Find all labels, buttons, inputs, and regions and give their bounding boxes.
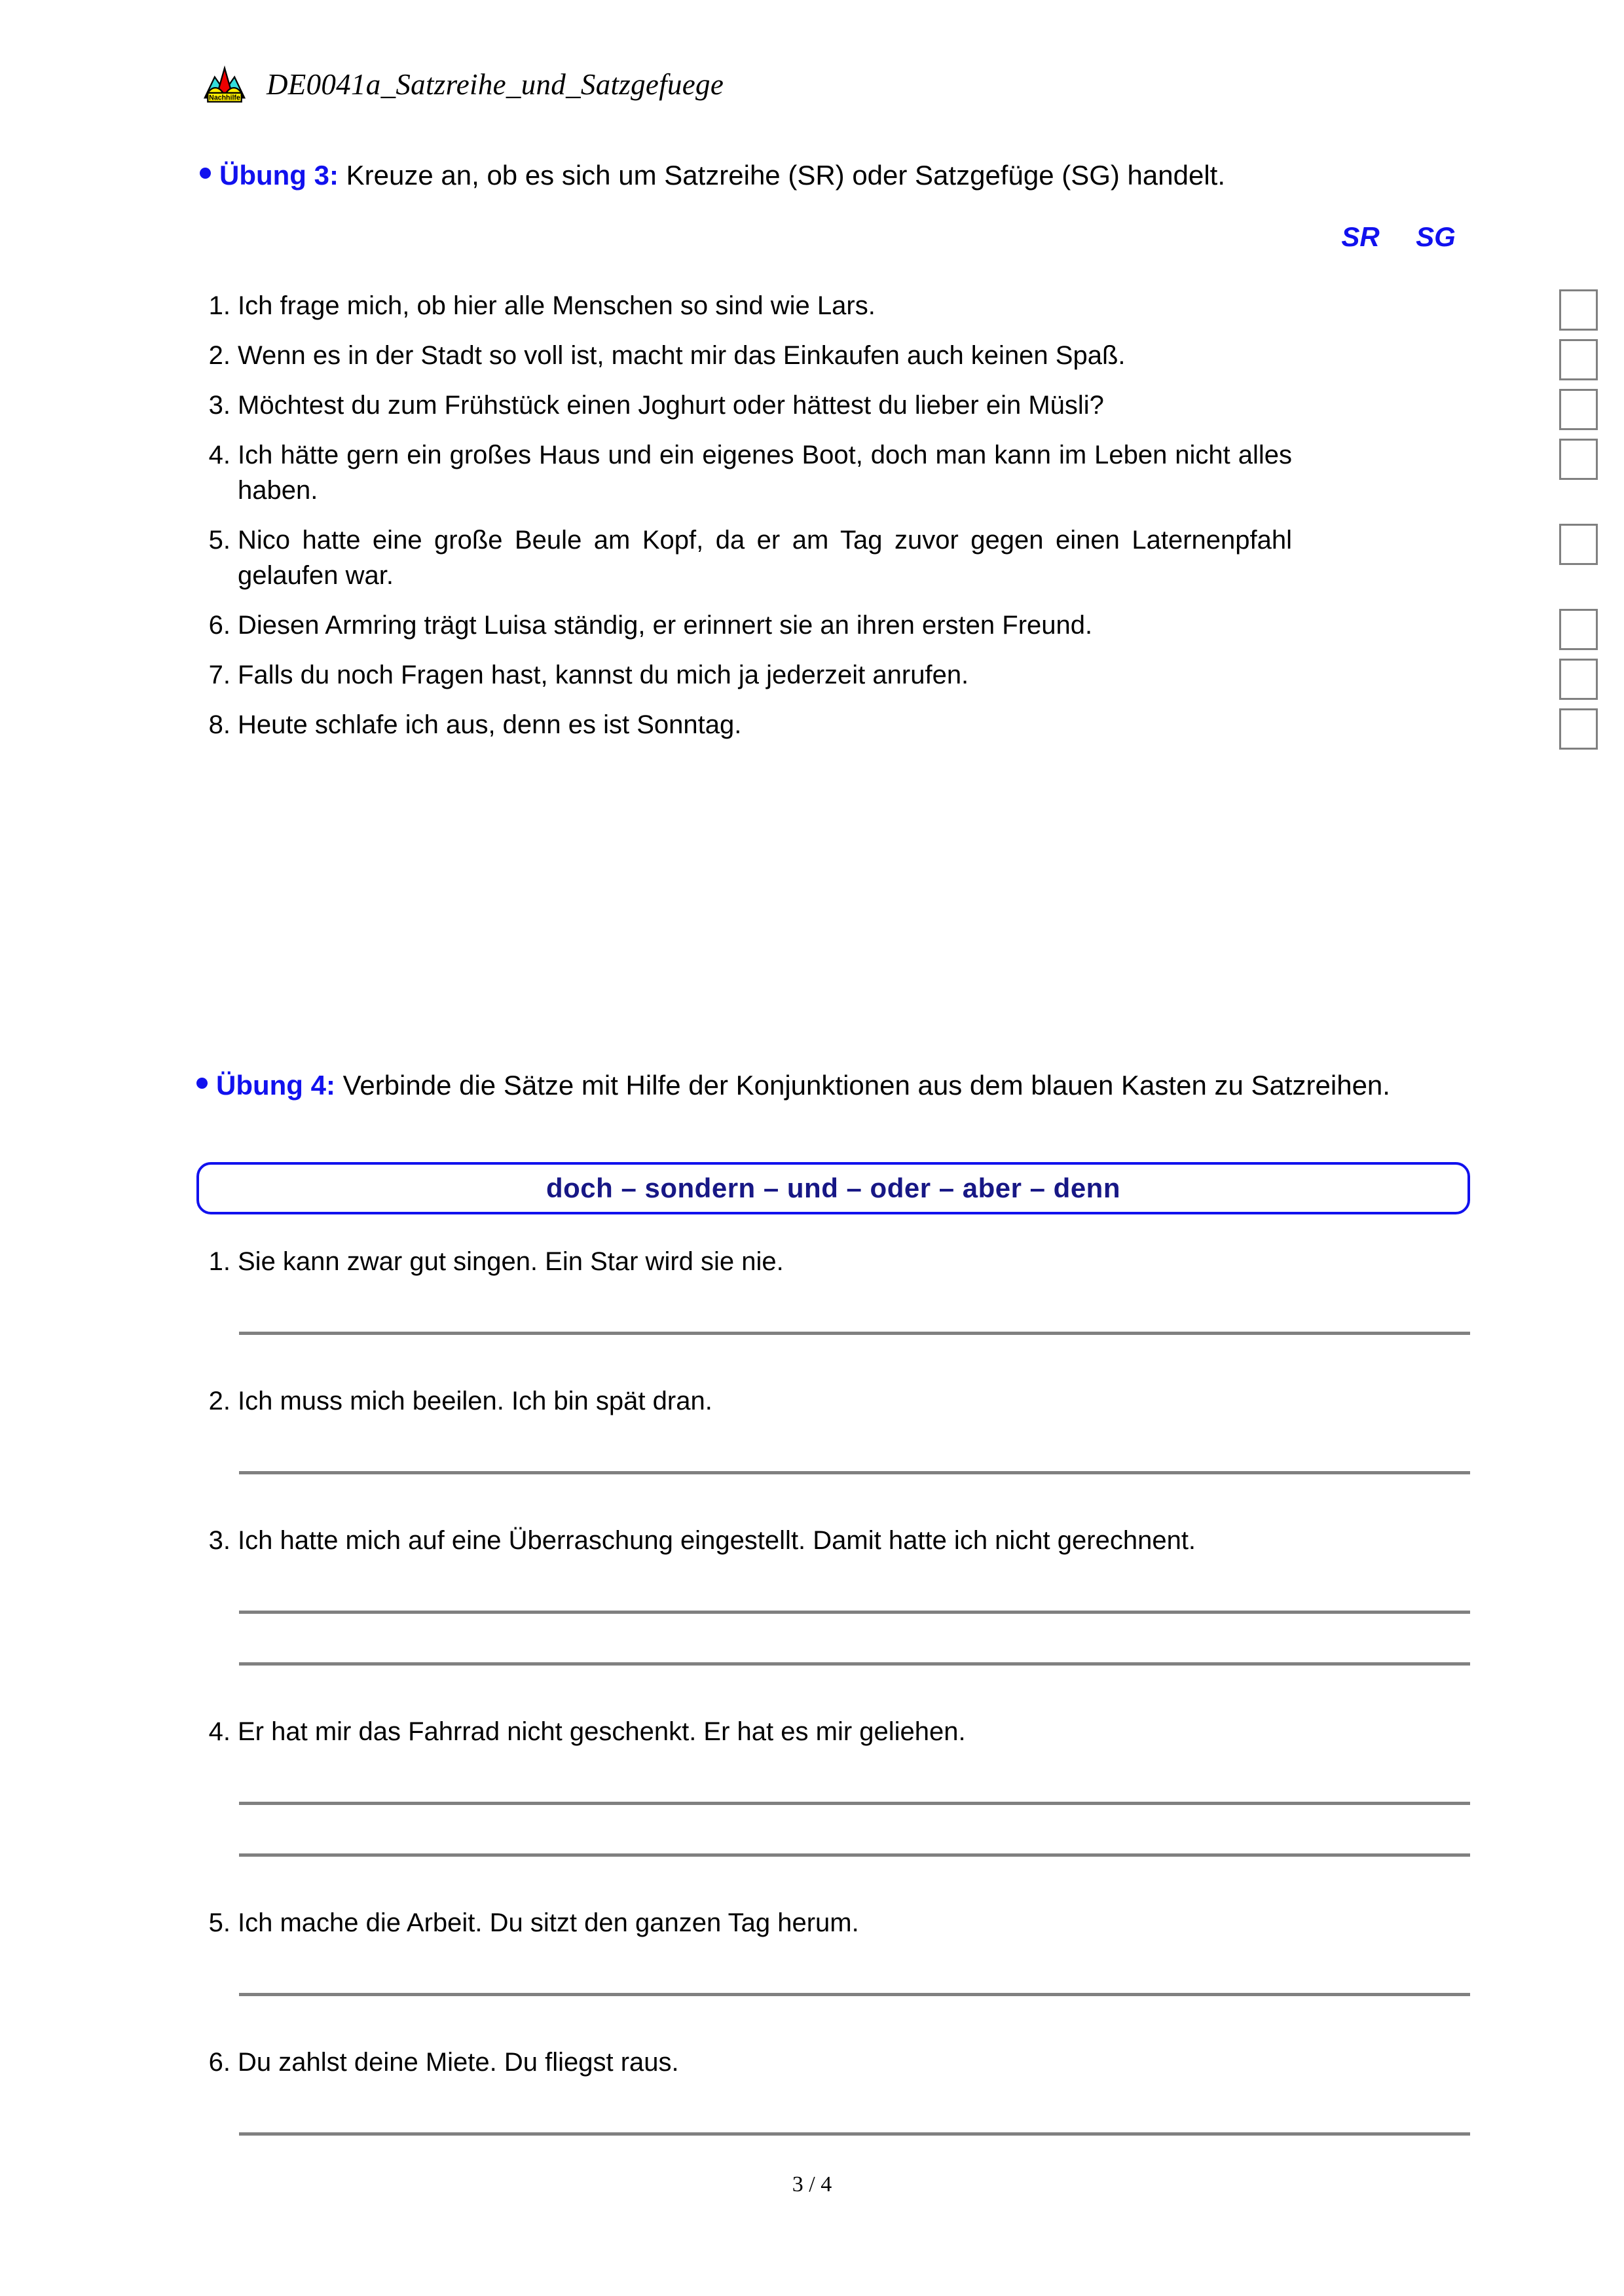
item-text: Falls du noch Fragen hast, kannst du mich ja jederzeit anrufen. <box>238 661 969 689</box>
item-number: 5. <box>208 1908 231 1937</box>
exercise3-label: Übung 3: <box>219 160 339 191</box>
answer-spacer <box>200 1805 1477 1853</box>
item-text: Heute schlafe ich aus, denn es ist Sonntag. <box>238 710 742 739</box>
exercise4-list <box>200 1244 1477 2184</box>
item-text: Ich hatte mich auf eine Überraschung eingestellt. Damit hatte ich nicht gerechnent. <box>238 1526 1196 1555</box>
exercise4-item <box>200 2045 1477 2184</box>
exercise4-prompt <box>200 1383 1477 1419</box>
page-indicator: 3 / 4 <box>792 2172 832 2196</box>
column-header-sg: SG <box>1416 221 1456 252</box>
item-number: 2. <box>208 1387 231 1415</box>
bullet-icon <box>196 1078 208 1089</box>
exercise4-prompt <box>200 1905 1477 1941</box>
checkbox-pair <box>1559 609 1624 650</box>
item-text: Wenn es in der Stadt so voll ist, macht mir das Einkaufen auch keinen Spaß. <box>238 341 1126 370</box>
exercise4-heading <box>196 1066 1480 1105</box>
nachhilfe-mountain-logo-icon <box>200 64 249 105</box>
exercise3-item <box>200 288 1477 323</box>
exercise4-item <box>200 1244 1477 1383</box>
item-text: Du zahlst deine Miete. Du fliegst raus. <box>238 2048 679 2077</box>
exercise3-item <box>200 608 1477 643</box>
exercise4-instruction: Verbinde die Sätze mit Hilfe der Konjunktionen aus dem blauen Kasten zu Satzreihen. <box>342 1070 1390 1101</box>
exercise4-item <box>200 1714 1477 1905</box>
exercise3-item <box>200 522 1477 593</box>
logo-text: Nachhilfe <box>209 94 240 102</box>
checkbox-sr[interactable] <box>1559 609 1598 650</box>
item-text: Diesen Armring trägt Luisa ständig, er erinnert sie an ihren ersten Freund. <box>238 611 1093 640</box>
document-title: DE0041a_Satzreihe_und_Satzgefuege <box>267 68 724 101</box>
page-header <box>200 64 724 105</box>
item-number: 5. <box>208 526 231 555</box>
exercise3-item <box>200 388 1477 423</box>
exercise3-heading <box>200 156 1483 195</box>
exercise4-prompt <box>200 2045 1477 2080</box>
exercise4-prompt <box>200 1244 1477 1279</box>
item-text: Möchtest du zum Frühstück einen Joghurt oder hättest du lieber ein Müsli? <box>238 391 1104 420</box>
bullet-icon <box>200 168 211 179</box>
conjunction-box <box>196 1162 1470 1214</box>
item-number: 4. <box>208 441 231 469</box>
answer-spacer <box>200 1749 1477 1802</box>
answer-spacer <box>200 1419 1477 1471</box>
checkbox-sr[interactable] <box>1559 289 1598 331</box>
answer-spacer <box>200 1279 1477 1332</box>
item-spacer <box>200 1474 1477 1523</box>
checkbox-sr[interactable] <box>1559 524 1598 565</box>
item-text: Ich hätte gern ein großes Haus und ein eigenes Boot, doch man kann im Leben nicht alles haben. <box>238 441 1292 505</box>
item-number: 6. <box>208 611 231 640</box>
item-spacer <box>200 1666 1477 1714</box>
exercise4-item <box>200 1523 1477 1714</box>
item-number: 3. <box>208 391 231 420</box>
item-spacer <box>200 1857 1477 1905</box>
exercise4-prompt <box>200 1714 1477 1749</box>
exercise3-item <box>200 437 1477 508</box>
exercise3-item <box>200 338 1477 373</box>
checkbox-pair <box>1559 439 1624 480</box>
item-text: Nico hatte eine große Beule am Kopf, da er am Tag zuvor gegen einen Laternenpfahl gelaufen war. <box>238 526 1292 590</box>
exercise4-prompt <box>200 1523 1477 1558</box>
checkbox-sr[interactable] <box>1559 339 1598 380</box>
item-number: 1. <box>208 1247 231 1276</box>
checkbox-pair <box>1559 659 1624 700</box>
exercise4-item <box>200 1905 1477 2045</box>
item-number: 2. <box>208 341 231 370</box>
checkbox-sr[interactable] <box>1559 389 1598 430</box>
checkbox-sr[interactable] <box>1559 439 1598 480</box>
answer-spacer <box>200 1558 1477 1611</box>
checkbox-pair <box>1559 289 1624 331</box>
item-text: Ich muss mich beeilen. Ich bin spät dran. <box>238 1387 712 1415</box>
answer-spacer <box>200 1941 1477 1993</box>
item-text: Er hat mir das Fahrrad nicht geschenkt. Er hat es mir geliehen. <box>238 1717 966 1746</box>
exercise3-instruction: Kreuze an, ob es sich um Satzreihe (SR) oder Satzgefüge (SG) handelt. <box>346 160 1225 191</box>
item-text: Ich frage mich, ob hier alle Menschen so sind wie Lars. <box>238 291 876 320</box>
item-number: 6. <box>208 2048 231 2077</box>
checkbox-pair <box>1559 389 1624 430</box>
item-number: 1. <box>208 291 231 320</box>
item-spacer <box>200 1996 1477 2045</box>
exercise4-item <box>200 1383 1477 1523</box>
checkbox-pair <box>1559 339 1624 380</box>
answer-spacer <box>200 2080 1477 2132</box>
exercise3-list <box>200 288 1477 757</box>
item-spacer <box>200 1335 1477 1383</box>
checkbox-pair <box>1559 708 1624 750</box>
exercise3-item <box>200 707 1477 742</box>
page-footer <box>0 2172 1624 2197</box>
exercise4-label: Übung 4: <box>216 1070 335 1101</box>
column-header-sr: SR <box>1341 221 1380 252</box>
item-text: Ich mache die Arbeit. Du sitzt den ganzen Tag herum. <box>238 1908 859 1937</box>
exercise3-item <box>200 657 1477 693</box>
item-text: Sie kann zwar gut singen. Ein Star wird sie nie. <box>238 1247 784 1276</box>
checkbox-sr[interactable] <box>1559 708 1598 750</box>
checkbox-sr[interactable] <box>1559 659 1598 700</box>
conjunction-list: doch – sondern – und – oder – aber – denn <box>545 1173 1120 1203</box>
item-number: 7. <box>208 661 231 689</box>
item-number: 4. <box>208 1717 231 1746</box>
item-number: 8. <box>208 710 231 739</box>
answer-spacer <box>200 1614 1477 1662</box>
checkbox-pair <box>1559 524 1624 565</box>
item-number: 3. <box>208 1526 231 1555</box>
answer-column-headers <box>1323 221 1473 253</box>
